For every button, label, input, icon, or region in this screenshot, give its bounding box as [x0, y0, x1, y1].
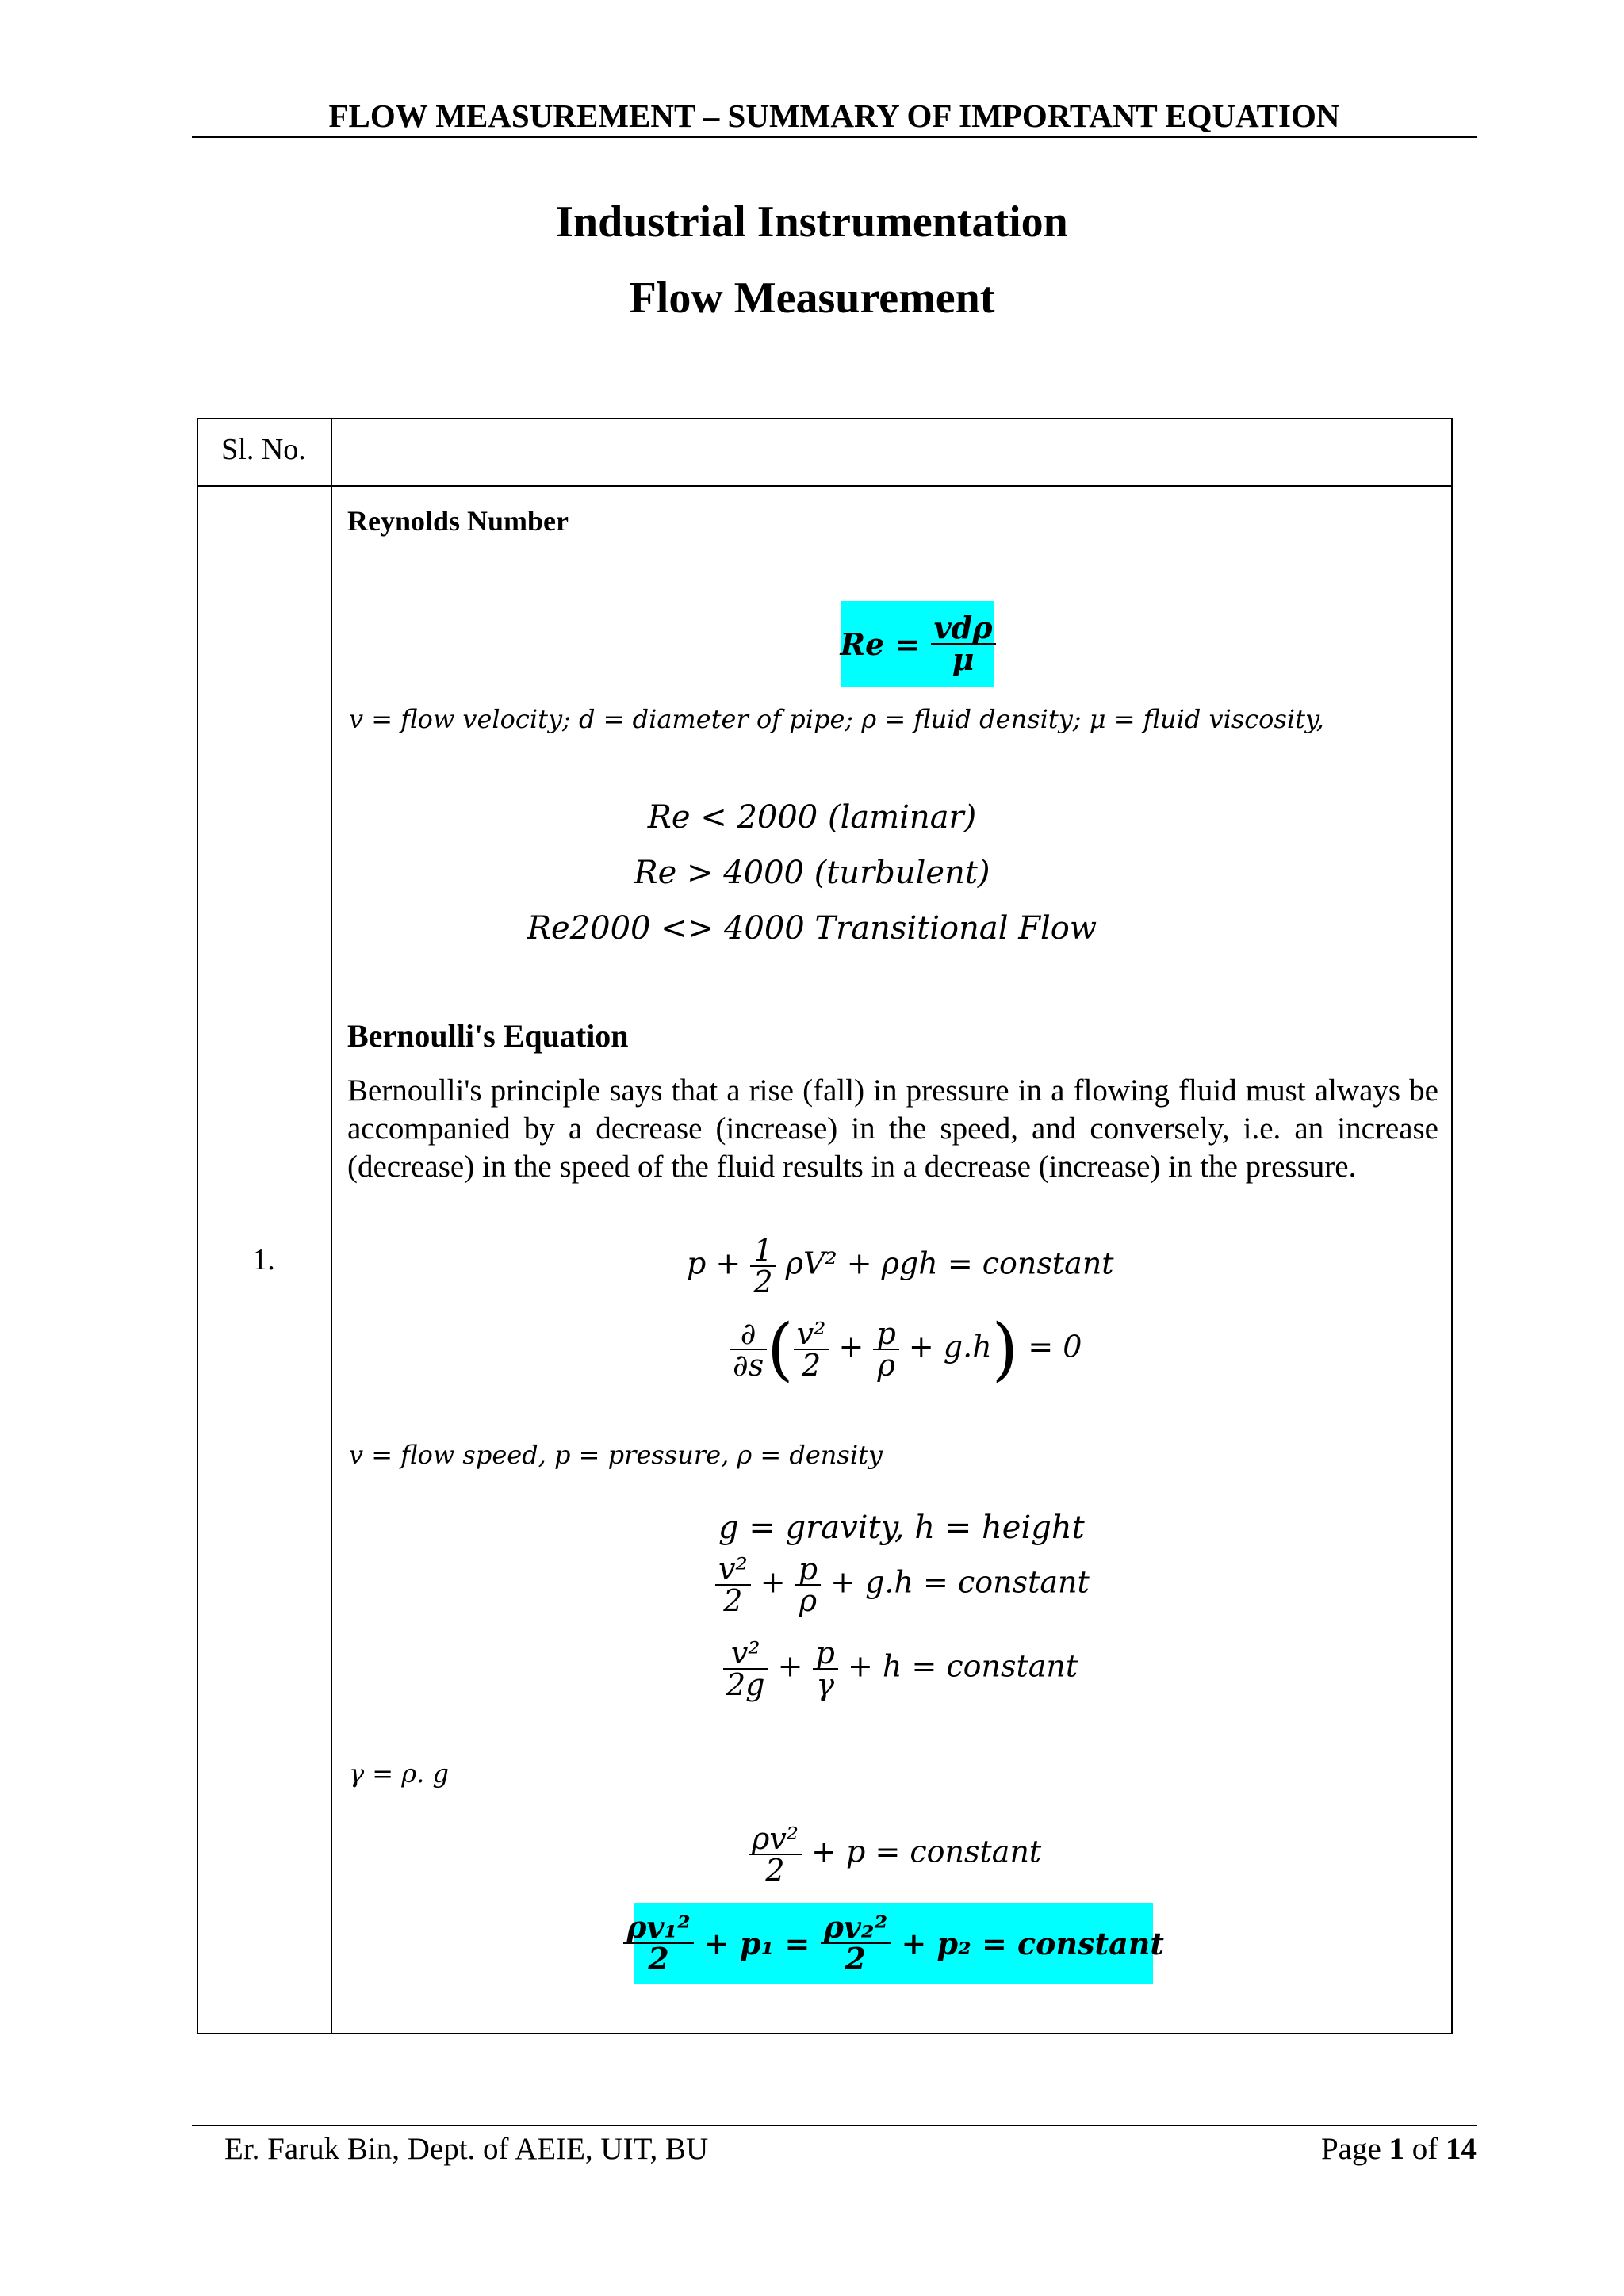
- reynolds-formula-lhs: Re =: [840, 626, 921, 662]
- footer-author: Er. Faruk Bin, Dept. of AEIE, UIT, BU: [224, 2132, 709, 2166]
- bernoulli-heading: Bernoulli's Equation: [347, 1018, 629, 1054]
- table-column-divider: [331, 418, 332, 2034]
- bernoulli-description: Bernoulli's principle says that a rise (fall) in pressure in a flowing fluid must always be accompanied by a decrease (increase) in the speed, and conversely, i.e. an increase (decrease) in the speed of the fluid results in a decrease (increase) in the pressure.: [347, 1073, 1438, 1184]
- eq4-b-den: γ: [816, 1667, 835, 1702]
- eq2-partial-num: ∂: [730, 1318, 767, 1350]
- eq2-rhs: = 0: [1028, 1329, 1082, 1364]
- reynolds-denominator: μ: [952, 641, 975, 677]
- header-rule: [192, 136, 1477, 138]
- eq1-suffix: ρV² + ρgh = constant: [785, 1246, 1114, 1281]
- eq1-fraction-num: 1: [750, 1235, 776, 1267]
- page-number: [1321, 2131, 1477, 2167]
- page-total: 14: [1446, 2132, 1477, 2166]
- bernoulli-variables-2: g = gravity, h = height: [718, 1510, 1085, 1546]
- gamma-definition: γ = ρ. g: [349, 1758, 449, 1789]
- eq6-tail: + p₂ = constant: [901, 1925, 1164, 1961]
- eq4-a-den: 2g: [726, 1667, 765, 1702]
- reynolds-formula: [841, 603, 994, 685]
- eq2-b-num: p: [873, 1318, 898, 1350]
- eq2-fraction-a: [794, 1316, 829, 1383]
- laminar-condition: Re < 2000 (laminar): [647, 799, 977, 836]
- eq3-b-num: p: [795, 1554, 821, 1586]
- bernoulli-equation-2: $\frac{\partial}{\partial s}$ ( $\frac{\text{v²}}{2}$ + $\frac{p}{\rho}$ + g.h) = 0: [730, 1310, 1082, 1389]
- bernoulli-variables-1: v = flow speed, p = pressure, ρ = density: [349, 1440, 883, 1470]
- eq6-fraction-b: [821, 1909, 891, 1976]
- bernoulli-equation-4: $\frac{\text{v²}}{2g}$ + $\frac{p}{\gamma}$ + h = constant: [723, 1638, 1078, 1700]
- eq3-a-num: v²: [715, 1554, 751, 1586]
- eq2-a-num: v²: [794, 1318, 829, 1350]
- turbulent-condition: Re > 4000 (turbulent): [634, 855, 990, 891]
- eq1-prefix: p +: [687, 1246, 741, 1281]
- eq2-fraction-b: [873, 1316, 898, 1383]
- table-header-divider: [197, 485, 1453, 487]
- page-current: 1: [1388, 2132, 1404, 2166]
- eq2-close-paren: ): [991, 1310, 1019, 1389]
- eq2-partial-den: ∂s: [733, 1348, 764, 1383]
- eq2-partial: [730, 1316, 767, 1383]
- eq3-fraction-a: [715, 1554, 751, 1616]
- reynolds-heading: Reynolds Number: [347, 505, 569, 537]
- eq4-fraction-a: [723, 1638, 768, 1700]
- bernoulli-equation-3: $\frac{\text{v²}}{2}$ + $\frac{p}{\rho}$ + g.h = constant: [715, 1554, 1090, 1616]
- eq2-open-paren: (: [767, 1310, 794, 1389]
- eq4-fraction-b: [813, 1638, 838, 1700]
- eq2-a-den: 2: [801, 1348, 822, 1383]
- eq3-b-den: ρ: [799, 1583, 818, 1618]
- serial-number-cell: 1.: [252, 1243, 275, 1276]
- eq3-tail: + g.h = constant: [830, 1564, 1090, 1600]
- bernoulli-equation-5: [749, 1821, 1042, 1888]
- eq5-fraction: [749, 1821, 802, 1888]
- bernoulli-equation-1: [687, 1235, 1114, 1297]
- eq6-fraction-a: [623, 1909, 694, 1976]
- document-subtitle: Flow Measurement: [629, 274, 995, 323]
- reynolds-numerator: vdρ: [931, 613, 996, 645]
- eq1-fraction: [750, 1235, 776, 1297]
- eq5-tail: + p = constant: [811, 1834, 1042, 1869]
- equation-table: [197, 418, 1453, 2034]
- eq5-num: ρv²: [749, 1823, 802, 1855]
- eq4-b-num: p: [813, 1638, 838, 1670]
- eq6-mid: + p₁ =: [703, 1925, 810, 1961]
- running-header: FLOW MEASUREMENT – SUMMARY OF IMPORTANT EQUATION: [328, 98, 1340, 134]
- eq2-b-den: ρ: [877, 1348, 895, 1383]
- eq4-a-num: v²: [723, 1638, 768, 1670]
- reynolds-variables: v = flow velocity; d = diameter of pipe; ρ = fluid density; μ = fluid viscosity,: [349, 704, 1324, 734]
- page-prefix: Page: [1320, 2132, 1381, 2166]
- bernoulli-equation-6: [626, 1903, 1164, 1984]
- eq6-a-den: 2: [648, 1941, 669, 1976]
- reynolds-fraction: [931, 610, 996, 677]
- eq6-a-num: ρv₁²: [623, 1912, 694, 1944]
- eq1-fraction-den: 2: [753, 1265, 773, 1299]
- serial-number-header: Sl. No.: [221, 433, 306, 466]
- page-of: of: [1411, 2132, 1438, 2166]
- eq5-den: 2: [765, 1853, 785, 1888]
- footer-rule: [192, 2125, 1477, 2126]
- eq6-b-den: 2: [845, 1941, 867, 1976]
- transitional-condition: Re2000 <> 4000 Transitional Flow: [527, 910, 1097, 947]
- eq3-fraction-b: [795, 1554, 821, 1616]
- eq3-a-den: 2: [723, 1583, 743, 1618]
- document-title: Industrial Instrumentation: [556, 197, 1068, 247]
- eq2-tail: + g.h: [908, 1329, 992, 1364]
- eq6-b-num: ρv₂²: [821, 1912, 891, 1944]
- eq4-tail: + h = constant: [847, 1648, 1078, 1684]
